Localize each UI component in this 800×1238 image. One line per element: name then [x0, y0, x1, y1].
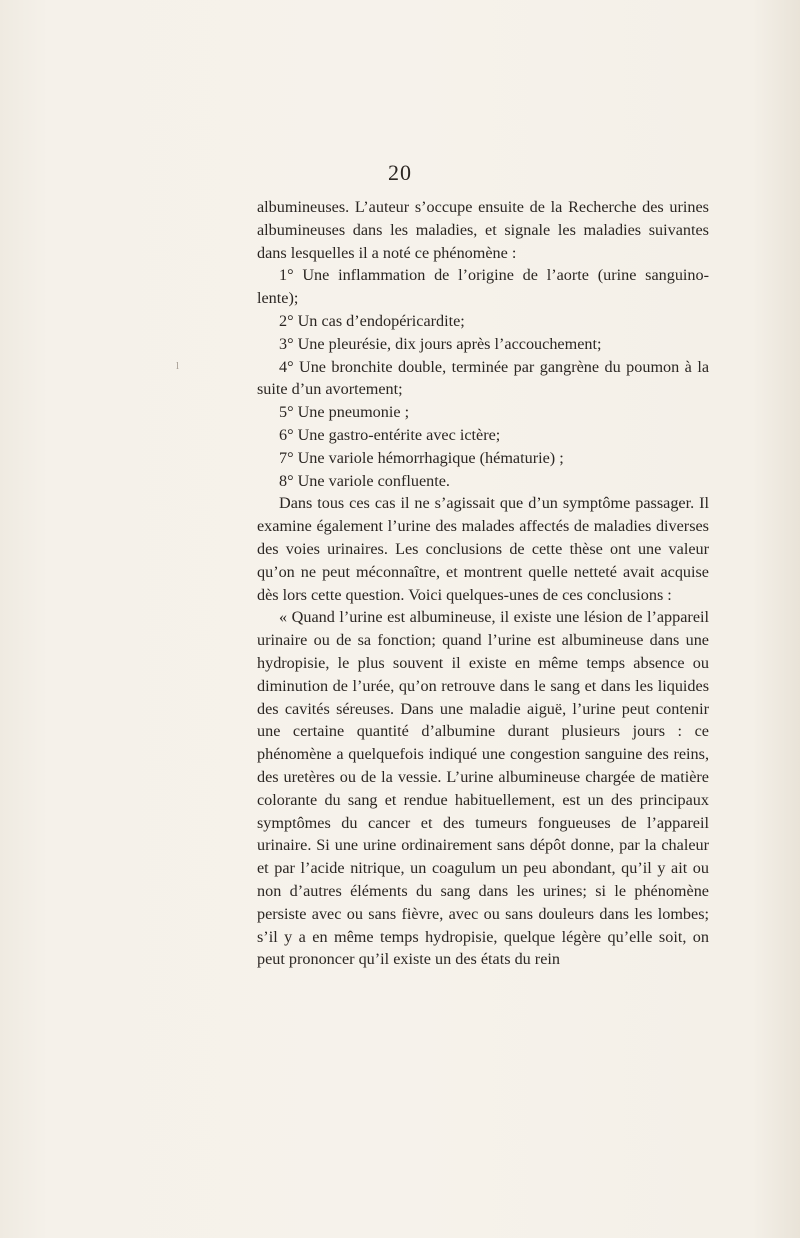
- list-item: 7° Une variole hémorrhagique (hématurie) ;: [279, 448, 564, 467]
- page-number: 20: [388, 160, 412, 185]
- intro-paragraph: albumineuses. L’auteur s’occupe ensuite de la Recherche des urines albumineuses dans les maladies, et signale les maladies suivantes dans lesquelles il a noté ce phénomène :: [257, 198, 709, 262]
- list-item: 3° Une pleurésie, dix jours après l’accouchement;: [279, 334, 602, 353]
- body-text: [257, 196, 709, 971]
- margin-mark: l: [176, 360, 180, 372]
- list-item: 5° Une pneumonie ;: [279, 403, 410, 422]
- list-item: 2° Un cas d’endopéricardite;: [279, 311, 465, 330]
- conclusion-paragraph: Dans tous ces cas il ne s’agissait que d’un symptôme passager. Il examine également l’urine des malades affectés de maladies diverses des voies urinaires. Les conclusions de cette thèse ont une valeur qu’on ne peut méconnaître, et montrent quelle netteté avait acquise dès lors cette question. Voici quelques-unes de ces conclusions :: [257, 494, 709, 604]
- list-item: 8° Une variole confluente.: [279, 471, 450, 490]
- list-item: 6° Une gastro-entérite avec ictère;: [279, 425, 501, 444]
- list-item: 4° Une bronchite double, terminée par gangrène du poumon à la suite d’un avortement;: [257, 357, 709, 399]
- quote-paragraph: « Quand l’urine est albumineuse, il existe une lésion de l’appareil urinaire ou de sa fonction; quand l’urine est albumineuse dans une hydropisie, le plus souvent il existe en même temps absence ou diminution de l’urée, qu’on retrouve dans le sang et dans les liquides des cavités séreuses. Dans une maladie aiguë, l’urine peut contenir une certaine quantité d’albumine durant plusieurs jours : ce phénomène a quelquefois indiqué une congestion sanguine des reins, des uretères ou de la vessie. L’urine albumineuse chargée de matière colorante du sang et rendue habituellement, est un des principaux symptômes du cancer et des tumeurs fongueuses de l’appareil urinaire. Si une urine ordinairement sans dépôt donne, par la chaleur et par l’acide nitrique, un coagulum un peu abondant, qu’il y ait ou non d’autres éléments du sang dans les urines; si le phénomène persiste avec ou sans fièvre, avec ou sans douleurs dans les lombes; s’il y a en même temps hydropisie, quelque légère qu’elle soit, on peut prononcer qu’il existe un des états du rein: [257, 608, 709, 969]
- list-item: 1° Une inflammation de l’origine de l’aorte (urine sanguino-lente);: [257, 266, 709, 308]
